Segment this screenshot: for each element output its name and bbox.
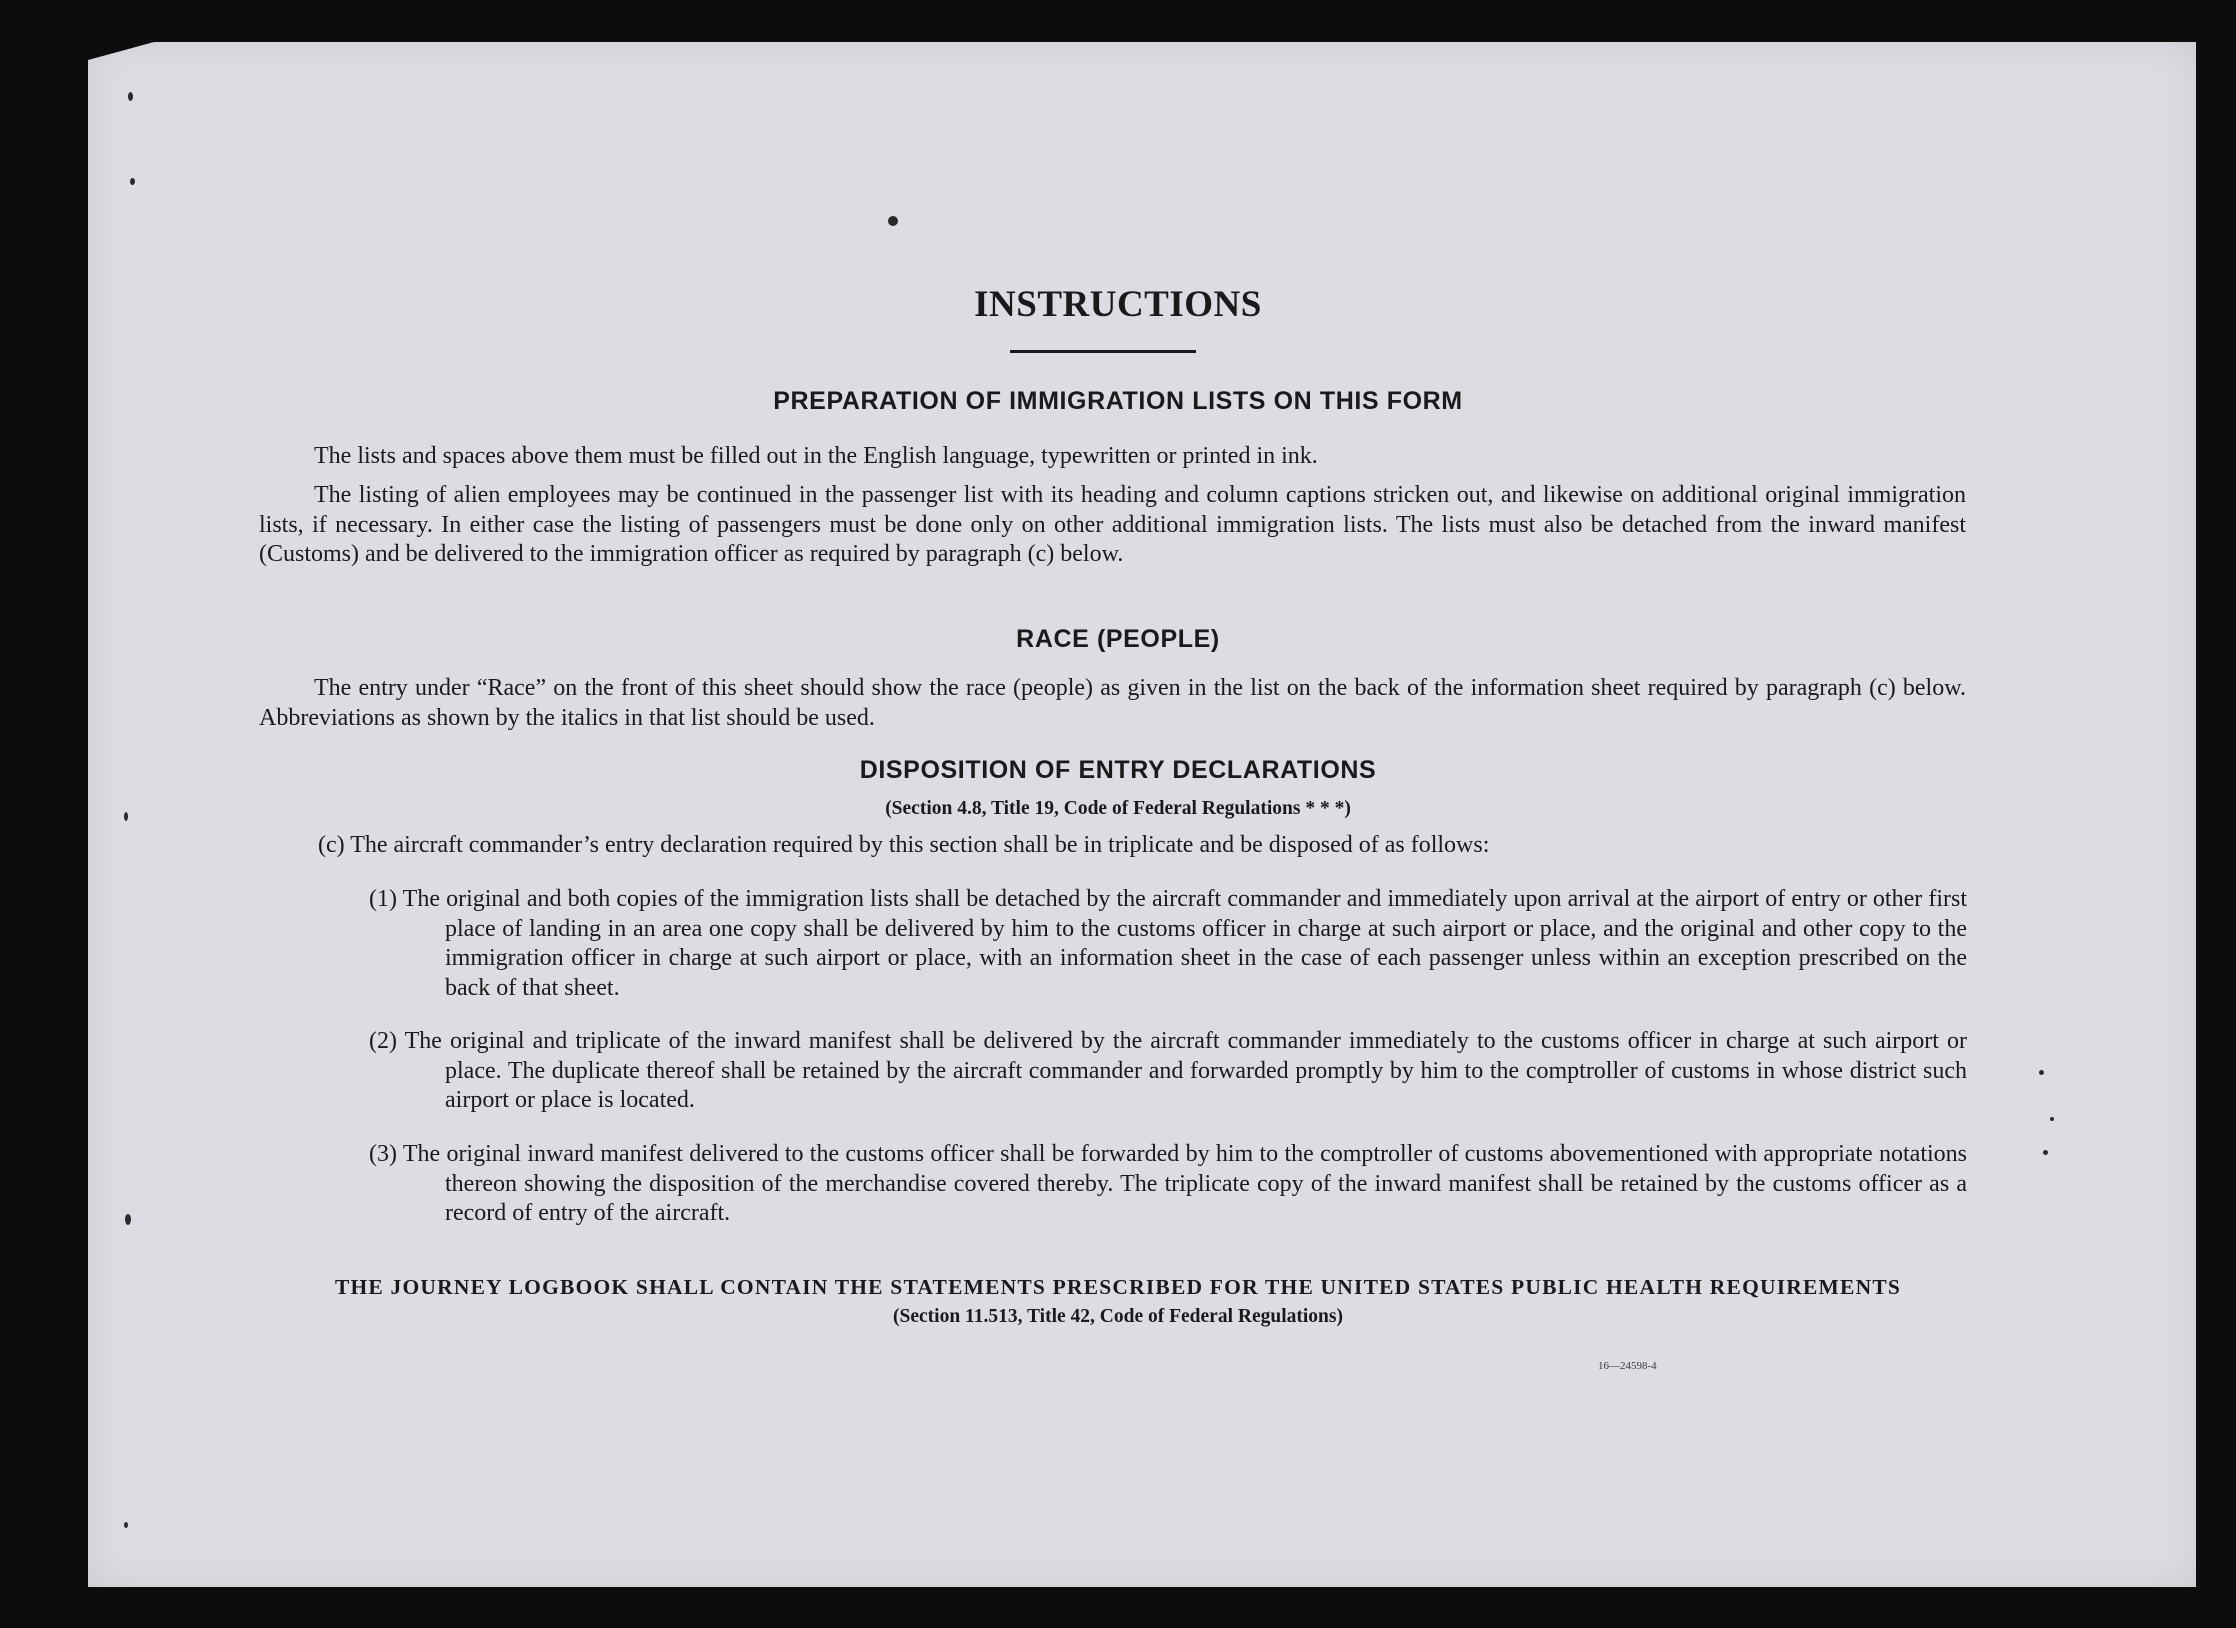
disposition-intro: (c) The aircraft commander’s entry declaration required by this section shall be in triplicate and be disposed of as follows:	[318, 832, 1490, 858]
preparation-paragraph-1: The lists and spaces above them must be filled out in the English language, typewritten or printed in ink.	[314, 443, 1318, 469]
scan-speck	[888, 216, 898, 226]
page-title: INSTRUCTIONS	[974, 284, 1262, 325]
preparation-heading: PREPARATION OF IMMIGRATION LISTS ON THIS FORM	[773, 387, 1463, 415]
scan-speck	[2039, 1070, 2044, 1075]
disposition-item-3: (3) The original inward manifest delivered to the customs officer shall be forwarded by him to the comptroller of customs abovementioned with appropriate notations thereon showing the disposition of the merchandise covered thereby. The triplicate copy of the inward manifest shall be retained by the customs officer as a record of entry of the aircraft.	[369, 1141, 1967, 1226]
public-health-statement: THE JOURNEY LOGBOOK SHALL CONTAIN THE STATEMENTS PRESCRIBED FOR THE UNITED STATES PUBLIC HEALTH REQUIREMENTS	[334, 1275, 1902, 1299]
title-underline	[1010, 350, 1196, 353]
race-paragraph: The entry under “Race” on the front of this sheet should show the race (people) as given in the list on the back of the information sheet required by paragraph (c) below. Abbreviations as shown by the italics in that list should be used.	[259, 675, 1966, 731]
disposition-item-1: (1) The original and both copies of the immigration lists shall be detached by the aircraft commander and immediately upon arrival at the airport of entry or other first place of landing in an area one copy shall be delivered by him to the customs officer in charge at such airport or place, and the original and other copy to the immigration officer in charge at such airport or place, with an information sheet in the case of each passenger unless within an exception prescribed on the back of that sheet.	[369, 886, 1967, 1001]
scan-speck	[125, 1214, 131, 1225]
public-health-reference: (Section 11.513, Title 42, Code of Federal Regulations)	[893, 1306, 1343, 1327]
disposition-item-2: (2) The original and triplicate of the inward manifest shall be delivered by the aircraft commander immediately to the customs officer in charge at such airport or place. The duplicate thereof shall be retained by the aircraft commander and forwarded promptly by him to the comptroller of customs in whose district such airport or place is located.	[369, 1028, 1967, 1113]
scan-speck	[128, 92, 133, 101]
scan-speck	[2043, 1150, 2048, 1155]
preparation-paragraph-2: The listing of alien employees may be continued in the passenger list with its heading and column captions stricken out, and likewise on additional original immigration lists, if necessary. In either case the listing of passengers must be done only on other additional immigration lists. The lists must also be detached from the inward manifest (Customs) and be delivered to the immigration officer as required by paragraph (c) below.	[259, 482, 1966, 567]
scan-speck	[124, 1522, 128, 1528]
race-heading: RACE (PEOPLE)	[1016, 625, 1220, 653]
disposition-heading: DISPOSITION OF ENTRY DECLARATIONS	[859, 756, 1377, 784]
form-number: 16—24598-4	[1598, 1360, 1657, 1372]
scan-speck	[2050, 1117, 2054, 1121]
scan-speck	[130, 178, 135, 185]
disposition-reference: (Section 4.8, Title 19, Code of Federal Regulations * * *)	[885, 798, 1351, 819]
